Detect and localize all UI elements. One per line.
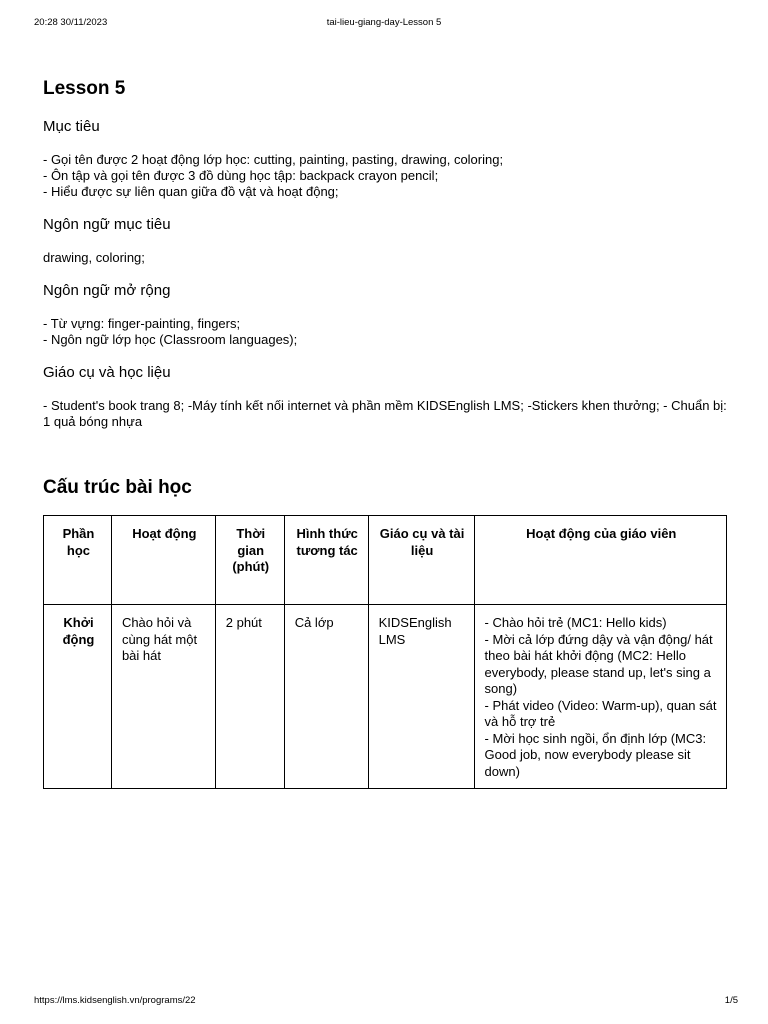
cell-time: 2 phút <box>215 605 284 789</box>
cell-materials: KIDSEnglish LMS <box>368 605 474 789</box>
target-language-list <box>43 250 733 266</box>
teacher-step: - Mời cả lớp đứng dậy và vận động/ hát theo bài hát khởi động (MC2: Hello everybody, please stand up, let's sing a song) <box>484 631 713 696</box>
objective-line: - Hiểu được sự liên quan giữa đồ vật và hoạt động; <box>43 184 339 199</box>
target-language-line: drawing, coloring; <box>43 250 145 265</box>
objective-line: - Gọi tên được 2 hoạt động lớp học: cutting, painting, pasting, drawing, coloring; <box>43 152 504 167</box>
extended-language-line: - Từ vựng: finger-painting, fingers; <box>43 316 241 331</box>
footer-url: https://lms.kidsenglish.vn/programs/22 <box>34 995 196 1006</box>
teacher-step: - Chào hỏi trẻ (MC1: Hello kids) <box>484 615 667 630</box>
lesson-structure-table <box>43 515 727 789</box>
table-header-row <box>44 516 727 605</box>
extended-language-heading: Ngôn ngữ mở rộng <box>43 282 171 299</box>
print-datetime: 20:28 30/11/2023 <box>34 17 108 28</box>
materials-list <box>43 398 733 430</box>
column-header-time: Thời gian (phút) <box>215 516 284 605</box>
column-header-part: Phần học <box>44 516 112 605</box>
materials-heading: Giáo cụ và học liệu <box>43 364 171 381</box>
table-row <box>44 605 727 789</box>
print-doc-title: tai-lieu-giang-day-Lesson 5 <box>326 17 442 28</box>
cell-part: Khởi động <box>44 605 112 789</box>
lesson-structure-heading: Cấu trúc bài học <box>43 477 192 498</box>
page-title: Lesson 5 <box>43 78 126 99</box>
cell-activity: Chào hỏi và cùng hát một bài hát <box>111 605 215 789</box>
objective-line: - Ôn tập và gọi tên được 3 đồ dùng học tập: backpack crayon pencil; <box>43 168 439 183</box>
cell-interaction: Cả lớp <box>284 605 368 789</box>
extended-language-line: - Ngôn ngữ lớp học (Classroom languages); <box>43 332 298 347</box>
column-header-materials: Giáo cụ và tài liệu <box>368 516 474 605</box>
objectives-list <box>43 152 733 200</box>
teacher-step: - Mời học sinh ngồi, ổn định lớp (MC3: Good job, now everybody please sit down) <box>484 730 707 779</box>
column-header-interaction: Hình thức tương tác <box>284 516 368 605</box>
target-language-heading: Ngôn ngữ mục tiêu <box>43 216 171 233</box>
column-header-teacher-activity: Hoạt động của giáo viên <box>474 516 726 605</box>
extended-language-list <box>43 316 733 348</box>
materials-line: - Student's book trang 8; -Máy tính kết nối internet và phần mềm KIDSEnglish LMS; -Stickers khen thưởng; - Chuẩn bị: 1 quả bóng nhựa <box>43 398 727 429</box>
teacher-step: - Phát video (Video: Warm-up), quan sát và hỗ trợ trẻ <box>484 697 717 729</box>
footer-page-number: 1/5 <box>724 995 738 1006</box>
cell-teacher-activity <box>474 605 726 789</box>
column-header-activity: Hoạt động <box>111 516 215 605</box>
objectives-heading: Mục tiêu <box>43 118 100 135</box>
